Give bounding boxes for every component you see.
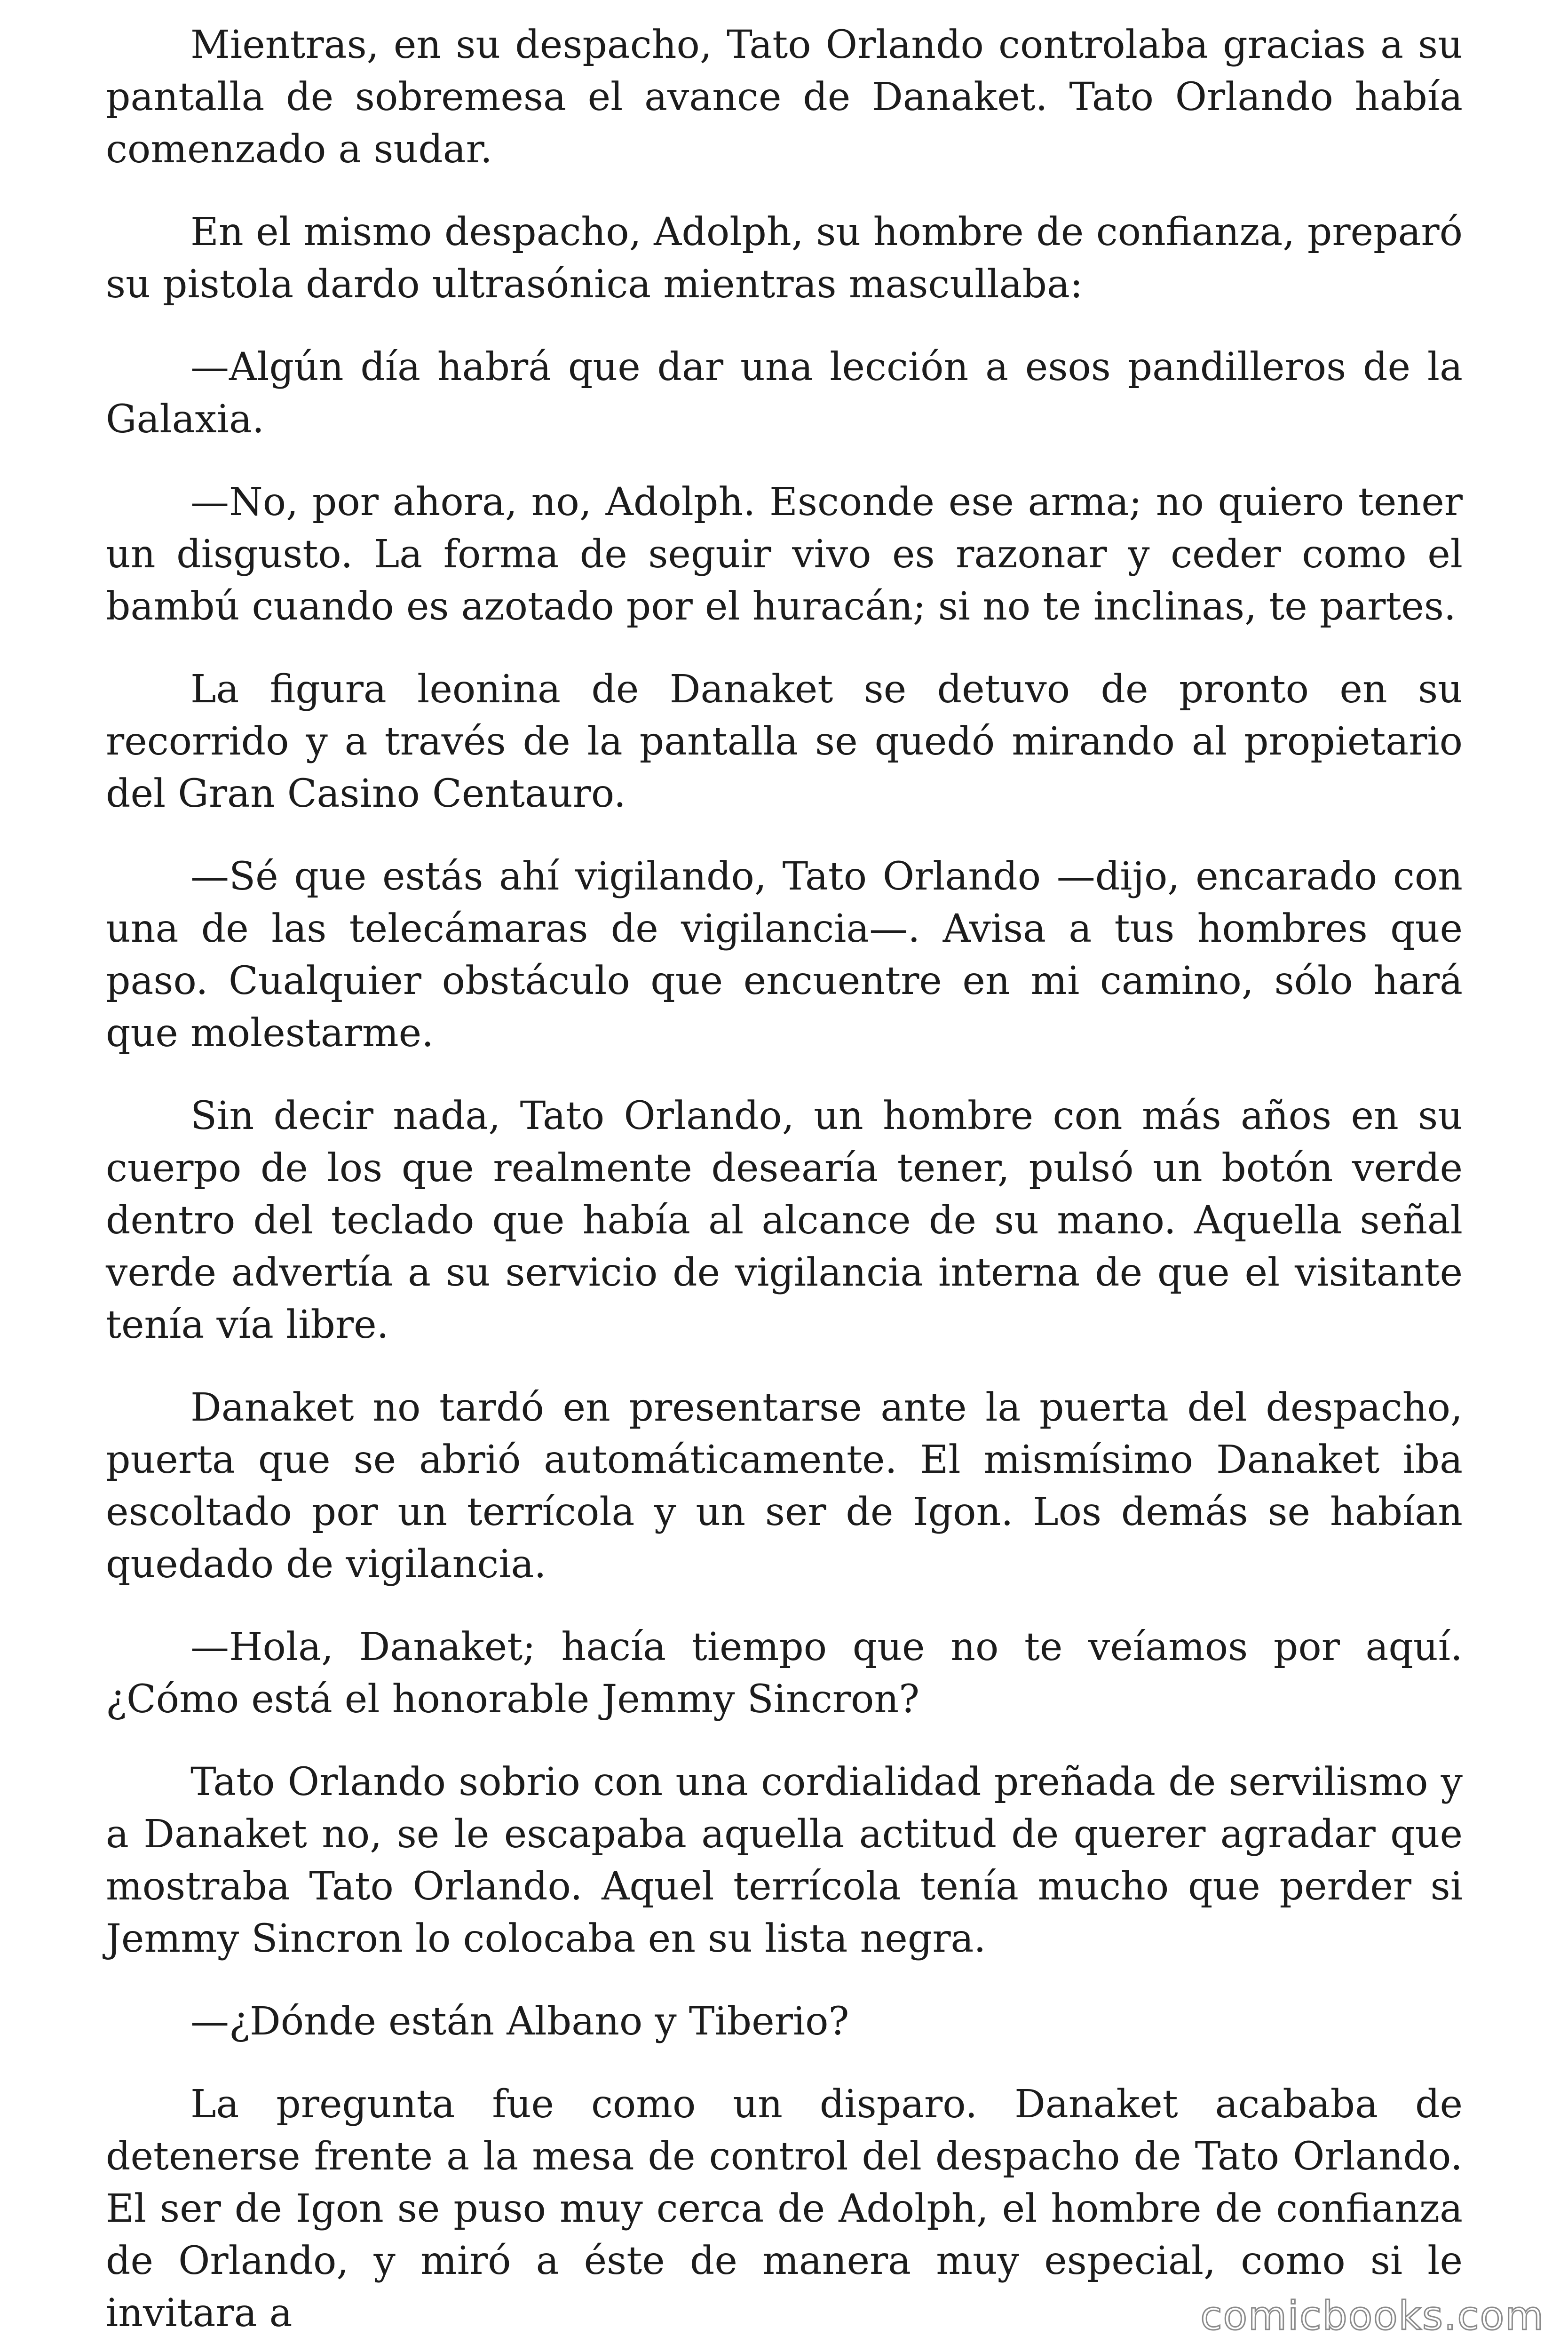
paragraph: En el mismo despacho, Adolph, su hombre de confianza, preparó su pistola dardo ultrasónica mientras mascullaba:: [106, 210, 1463, 307]
paragraph: Mientras, en su despacho, Tato Orlando controlaba gracias a su pantalla de sobremesa el avance de Danaket. Tato Orlando había comenzado a sudar.: [106, 23, 1463, 172]
paragraph: La pregunta fue como un disparo. Danaket acababa de detenerse frente a la mesa de control del despacho de Tato Orlando. El ser de Igon se puso muy cerca de Adolph, el hombre de confianza de Orlando, y miró a éste de manera muy especial, como si le invitara a: [106, 2082, 1463, 2336]
paragraph: Sin decir nada, Tato Orlando, un hombre con más años en su cuerpo de los que realmente desearía tener, pulsó un botón verde dentro del teclado que había al alcance de su mano. Aquella señal verde advertía a su servicio de vigilancia interna de que el visitante tenía vía libre.: [106, 1094, 1463, 1347]
paragraph: Tato Orlando sobrio con una cordialidad preñada de servilismo y a Danaket no, se le escapaba aquella actitud de querer agradar que mostraba Tato Orlando. Aquel terrícola tenía mucho que perder si Jemmy Sincron lo colocaba en su lista negra.: [106, 1760, 1463, 1961]
paragraph: —No, por ahora, no, Adolph. Esconde ese arma; no quiero tener un disgusto. La forma de seguir vivo es razonar y ceder como el bambú cuando es azotado por el huracán; si no te inclinas, te partes.: [106, 480, 1463, 629]
paragraph: —Sé que estás ahí vigilando, Tato Orlando —dijo, encarado con una de las telecámaras de vigilancia—. Avisa a tus hombres que paso. Cualquier obstáculo que encuentre en mi camino, sólo hará que molestarme.: [106, 854, 1463, 1056]
paragraph: La figura leonina de Danaket se detuvo de pronto en su recorrido y a través de la pantalla se quedó mirando al propietario del Gran Casino Centauro.: [106, 667, 1463, 816]
watermark: comicbooks.com: [1200, 2293, 1544, 2339]
paragraph: Danaket no tardó en presentarse ante la puerta del despacho, puerta que se abrió automáticamente. El mismísimo Danaket iba escoltado por un terrícola y un ser de Igon. Los demás se habían quedado de vigilancia.: [106, 1385, 1463, 1587]
paragraph: —¿Dónde están Albano y Tiberio?: [190, 1999, 849, 2044]
paragraph: —Algún día habrá que dar una lección a esos pandilleros de la Galaxia.: [106, 345, 1463, 442]
body-text: [106, 19, 1463, 2352]
paragraph: —Hola, Danaket; hacía tiempo que no te veíamos por aquí. ¿Cómo está el honorable Jemmy Sincron?: [106, 1625, 1463, 1722]
